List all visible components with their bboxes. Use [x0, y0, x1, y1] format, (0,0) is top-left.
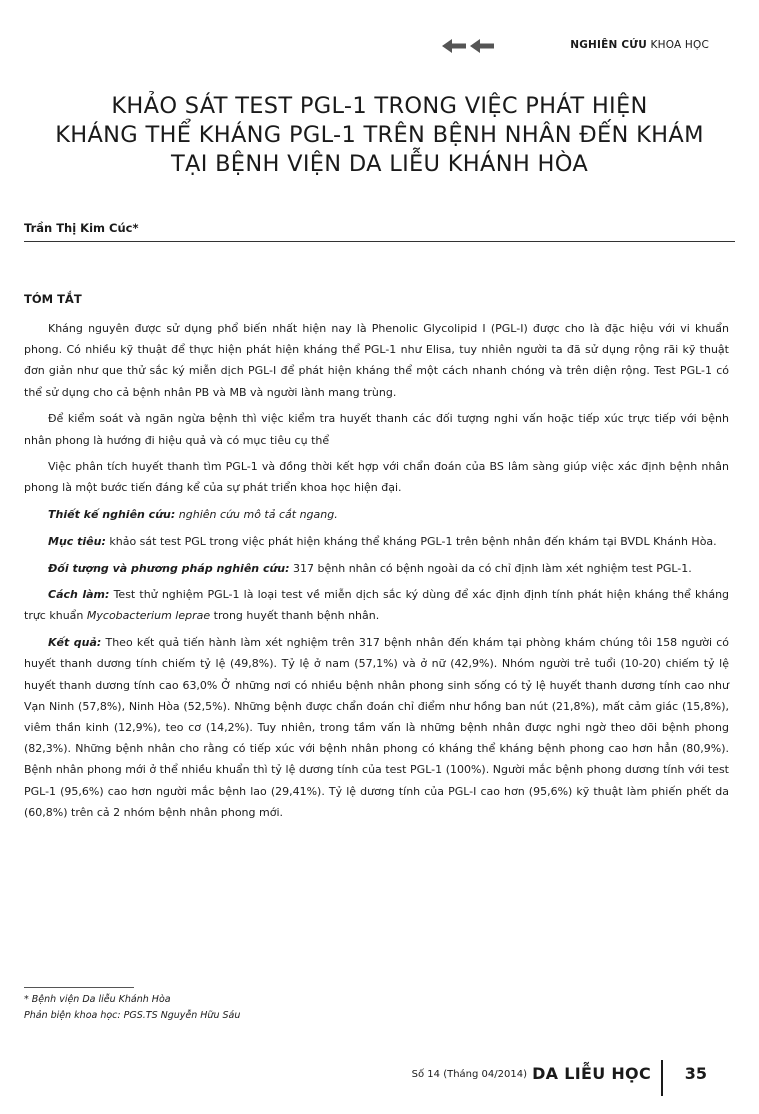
objective-text: khảo sát test PGL trong việc phát hiện kháng thể kháng PGL-1 trên bệnh nhân đến khám tại BVDL Khánh Hòa.	[109, 534, 717, 548]
results-paragraph	[24, 632, 729, 823]
footnote-affiliation: * Bệnh viện Da liễu Khánh Hòa	[24, 994, 171, 1005]
method-paragraph	[24, 584, 729, 626]
running-header	[440, 36, 719, 58]
section-label-bold: NGHIÊN CỨU	[570, 39, 647, 51]
abstract-heading: TÓM TẮT	[24, 292, 82, 306]
footnote-reviewer: Phản biện khoa học: PGS.TS Nguyễn Hữu Sáu	[24, 1010, 241, 1021]
abstract-paragraph: Để kiểm soát và ngăn ngừa bệnh thì việc kiểm tra huyết thanh các đối tượng nghi vấn hoặc tiếp xúc trực tiếp với bệnh nhân phong là hướng đi hiệu quả và có mục tiêu cụ thể	[24, 412, 729, 447]
footnote-divider	[24, 987, 134, 988]
method-label: Cách làm:	[48, 588, 110, 602]
method-text-a: Test thử nghiệm PGL-1 là loại test về miễn dịch sắc ký dùng để xác định định tính phát hiện kháng thể kháng trực khuẩn	[24, 588, 730, 623]
author: Trần Thị Kim Cúc*	[24, 221, 139, 235]
design-text: nghiên cứu mô tả cắt ngang.	[178, 508, 338, 522]
method-text-b: trong huyết thanh bệnh nhân.	[213, 609, 380, 623]
objective-label: Mục tiêu:	[48, 534, 106, 548]
abstract-body	[24, 318, 729, 828]
results-label: Kết quả:	[48, 636, 102, 650]
title-line-3: TẠI BỆNH VIỆN DA LIỄU KHÁNH HÒA	[170, 151, 589, 177]
divider	[24, 241, 735, 242]
abstract-paragraph: Việc phân tích huyết thanh tìm PGL-1 và đồng thời kết hợp với chẩn đoán của BS lâm sàng giúp việc xác định bệnh nhân phong là một bước tiến đáng kể của sự phát triển khoa học hiện đại.	[24, 460, 729, 495]
page-footer	[361, 1058, 721, 1098]
title-line-2: KHÁNG THỂ KHÁNG PGL-1 TRÊN BỆNH NHÂN ĐẾN KHÁM	[55, 122, 704, 148]
issue-info: Số 14 (Tháng 04/2014)	[411, 1069, 527, 1080]
subjects-text: 317 bệnh nhân có bệnh ngoài da có chỉ định làm xét nghiệm test PGL-1.	[293, 561, 692, 575]
footnotes	[24, 992, 240, 1024]
section-label	[570, 39, 709, 51]
method-species: Mycobacterium leprae	[86, 609, 211, 623]
subjects-paragraph	[24, 558, 729, 579]
footer-divider	[661, 1060, 664, 1096]
objective-paragraph	[24, 531, 729, 552]
article-title	[40, 92, 719, 179]
design-label: Thiết kế nghiên cứu:	[48, 508, 176, 522]
journal-name: DA LIỄU HỌC	[532, 1064, 651, 1083]
page-number: 35	[684, 1064, 707, 1083]
title-line-1: KHẢO SÁT TEST PGL-1 TRONG VIỆC PHÁT HIỆN	[111, 93, 648, 119]
design-paragraph	[24, 504, 729, 525]
abstract-paragraph: Kháng nguyên được sử dụng phổ biến nhất hiện nay là Phenolic Glycolipid I (PGL-I) được cho là đặc hiệu với vi khuẩn phong. Có nhiều kỹ thuật để thực hiện phát hiện kháng thể PGL-1 như Elisa, tuy nhiên người ta đã sử dụng rộng rãi kỹ thuật đơn giản như que thử sắc ký miễn dịch PGL-I để phát hiện kháng thể một cách nhanh chóng và trên diện rộng. Test PGL-1 có thể sử dụng cho cả bệnh nhân PB và MB và người lành mang trùng.	[24, 322, 729, 399]
section-label-rest: KHOA HỌC	[650, 39, 709, 51]
double-left-arrow-icon	[440, 36, 500, 56]
subjects-label: Đối tượng và phương pháp nghiên cứu:	[48, 561, 290, 575]
results-text: Theo kết quả tiến hành làm xét nghiệm trên 317 bệnh nhân đến khám tại phòng khám chúng tôi 158 người có huyết thanh dương tính chiếm tỷ lệ (49,8%). Tỷ lệ ở nam (57,1%) và ở nữ (42,9%). Nhóm người trẻ tuổi (10-20) chiếm tỷ lệ huyết thanh dương tính cao 63,0% Ở những nơi có nhiều bệnh nhân phong sinh sống có tỷ lệ huyết thanh dương tính cao như Vạn Ninh (57,8%), Ninh Hòa (52,5%). Những bệnh được chẩn đoán chỉ điểm như hồng ban nút (21,8%), mất cảm giác (15,8%), viêm thần kinh (12,9%), teo cơ (14,2%). Tuy nhiên, trong tầm vấn là những bệnh nhân được nghi ngờ theo dõi bệnh phong (82,3%). Những bệnh nhân cho rằng có tiếp xúc với bệnh nhân phong có kháng thể kháng bệnh phong cao hơn hẳn (80,9%). Bệnh nhân phong mới ở thể nhiều khuẩn thì tỷ lệ dương tính của test PGL-1 (100%). Người mắc bệnh phong dương tính với test PGL-1 (95,6%) cao hơn người mắc bệnh lao (29,41%). Tỷ lệ dương tính của PGL-I cao hơn (95,6%) kỹ thuật làm phiến phết da (60,8%) trên cả 2 nhóm bệnh nhân phong mới.	[24, 636, 729, 819]
